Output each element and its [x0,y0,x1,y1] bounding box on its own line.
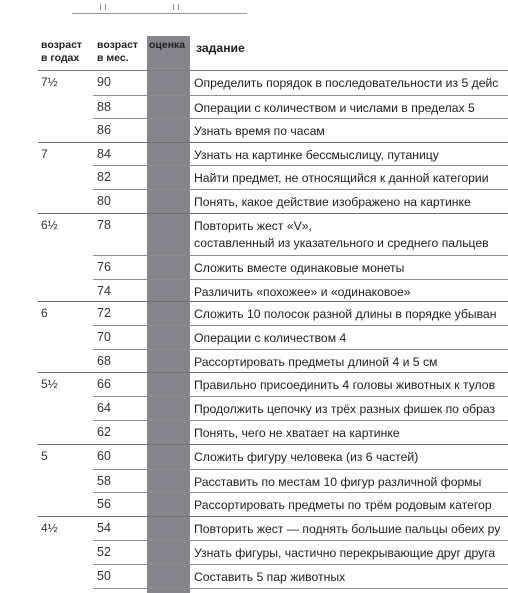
task-text: Узнать время по часам [194,124,325,138]
task-text: Правильно присоединить 4 головы животных к тулов [194,378,496,392]
age-months-cell: 58 [97,474,111,488]
table-row [0,350,508,373]
age-months-cell: 76 [97,260,111,274]
table-row [0,373,508,397]
table-row [0,256,508,280]
table-row [0,326,508,350]
age-months-cell: 72 [97,306,111,320]
task-text: Понять, какое действие изображено на картинке [194,195,471,209]
task-cell [194,425,400,442]
age-months-cell: 70 [97,330,111,344]
task-cell [194,218,489,252]
table-row [0,280,508,302]
task-cell [194,449,418,466]
task-cell [194,194,471,211]
task-text: Продолжить цепочку из трёх разных фишек по образ [194,402,496,416]
header-age-years-line2: в годах [41,52,80,64]
table-row [0,517,508,541]
table-row [0,302,508,326]
task-cell [194,545,495,562]
age-months-cell: 64 [97,401,111,415]
table-row [0,397,508,421]
table-row [0,445,508,470]
age-months-cell: 74 [97,284,111,298]
task-text: Понять, чего не хватает на картинке [194,426,400,440]
table-row [0,166,508,190]
age-months-cell: 68 [97,354,111,368]
task-cell [194,123,325,140]
age-months-cell: 80 [97,194,111,208]
age-months-cell: 60 [97,449,111,463]
task-cell [194,75,498,92]
task-text: Рассортировать предметы по трём родовым категор [194,498,492,512]
task-text: Рассортировать предметы длиной 4 и 5 см [194,355,438,369]
task-text-line2: составленный из указательного и среднего пальцев [194,236,489,250]
scan-artifact-mark [100,4,106,10]
task-text: Сложить фигуру человека (из 6 частей) [194,450,419,464]
age-months-cell: 66 [97,377,111,391]
age-years-cell: 6 [41,306,48,320]
task-text: Сложить 10 полосок разной длины в порядке убыван [194,307,497,321]
age-years-cell: 6½ [41,218,58,232]
age-months-cell: 54 [97,521,111,535]
header-age-months [97,39,138,65]
age-years-cell: 4½ [41,521,58,535]
table-row [0,96,508,119]
age-years-cell: 7½ [41,75,58,89]
table-row [0,565,508,589]
task-text: Операции с количеством 4 [194,331,347,345]
header-task: задание [196,41,245,55]
table-row [0,541,508,565]
task-cell [194,377,495,394]
header-age-months-line2: в мес. [97,52,129,64]
task-text: Узнать фигуры, частично перекрывающие друг друга [194,546,496,560]
table-row [0,71,508,96]
table-row [0,493,508,517]
header-age-months-line1: возраст [97,39,139,51]
age-months-cell: 90 [97,75,111,89]
age-months-cell: 84 [97,147,111,161]
header-score: оценка [149,39,186,51]
age-months-cell: 78 [97,218,111,232]
task-cell [194,401,495,418]
age-months-cell: 88 [97,100,111,114]
task-text: Сложить вместе одинаковые монеты [194,261,405,275]
task-text: Узнать на картинке бессмыслицу, путаницу [194,148,439,162]
task-cell [194,497,492,514]
age-months-cell: 50 [97,569,111,583]
task-text: Различить «похожее» и «одинаковое» [194,285,411,299]
header-age-years-line1: возраст [41,39,83,51]
row-rule [93,588,508,589]
task-text: Расставить по местам 10 фигур различной формы [194,475,482,489]
task-cell [194,521,500,538]
age-years-cell: 5 [41,449,48,463]
task-text: Операции с количеством и числами в пределах 5 [194,101,475,115]
task-cell [194,284,411,301]
table-row [0,190,508,214]
task-cell [194,569,345,586]
age-months-cell: 86 [97,123,111,137]
age-months-cell: 52 [97,545,111,559]
age-years-cell: 5½ [41,377,58,391]
table-row [0,119,508,143]
task-cell [194,306,496,323]
task-cell [194,474,481,491]
task-text: Повторить жест «V», [194,219,312,233]
task-cell [194,170,489,187]
scan-artifact-mark [173,4,179,10]
task-cell [194,330,346,347]
table-row [0,421,508,445]
task-text: Определить порядок в последовательности из 5 дейс [194,76,499,90]
task-text: Составить 5 пар животных [194,570,346,584]
table-row [0,470,508,493]
table-row [0,143,508,166]
age-months-cell: 56 [97,497,111,511]
age-months-cell: 62 [97,425,111,439]
task-cell [194,100,475,117]
task-text: Найти предмет, не относящийся к данной категории [194,171,489,185]
task-cell [194,354,437,371]
task-text: Повторить жест — поднять большие пальцы обеих ру [194,522,501,536]
task-cell [194,147,439,164]
age-years-cell: 7 [41,147,48,161]
table-header [0,36,508,71]
task-cell [194,260,404,277]
header-age-years [41,39,82,65]
scan-artifact-line [72,13,247,14]
table-row [0,214,508,256]
age-months-cell: 82 [97,170,111,184]
